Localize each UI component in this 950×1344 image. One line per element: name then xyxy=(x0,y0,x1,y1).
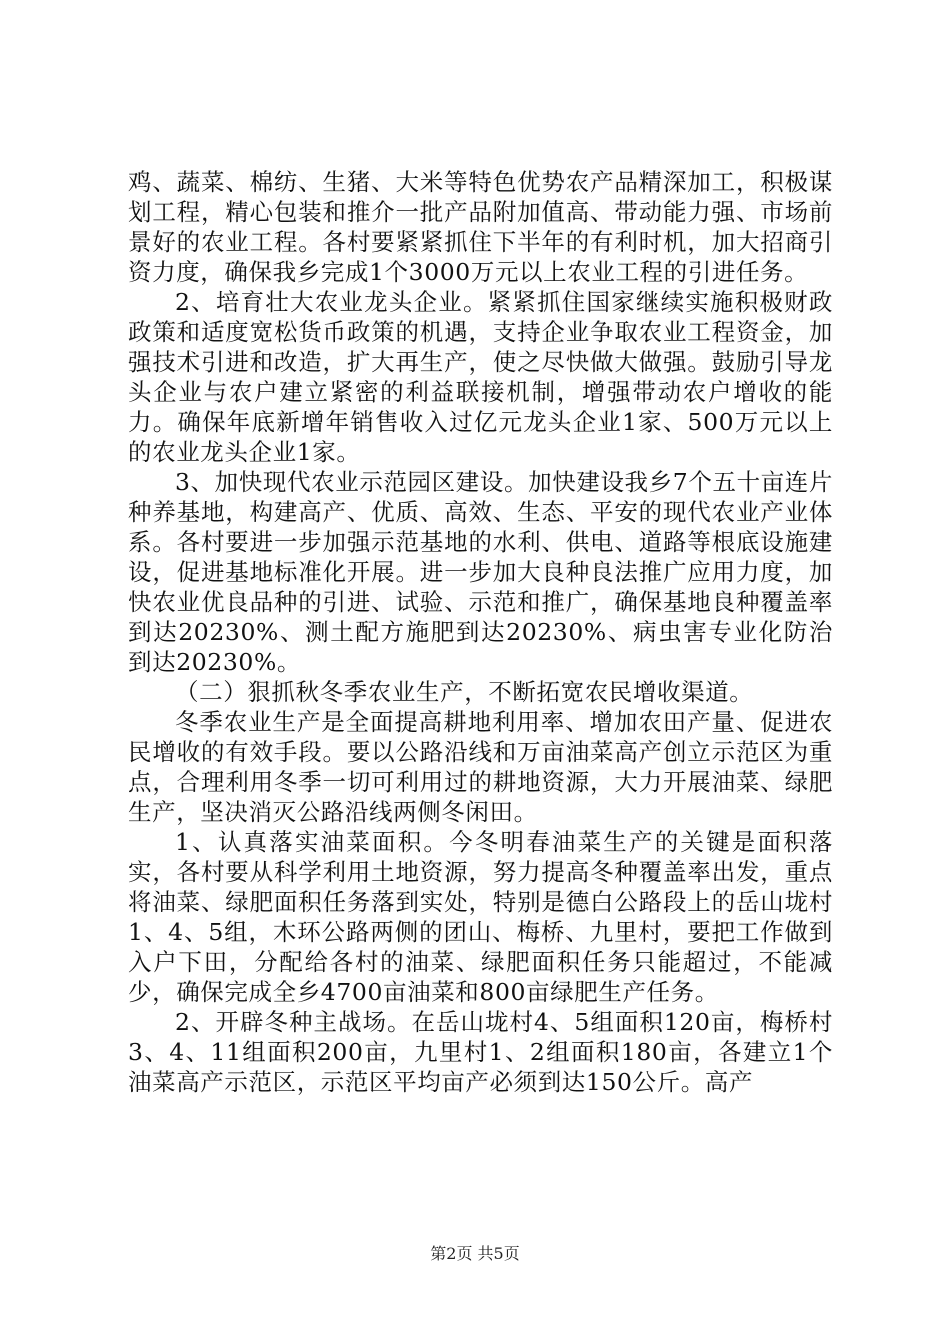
document-body xyxy=(128,167,833,1097)
paragraph-3: 3、加快现代农业示范园区建设。加快建设我乡7个五十亩连片种养基地，构建高产、优质、高效、生态、平安的现代农业产业体系。各村要进一步加强示范基地的水利、供电、道路等根底设施建设，促进基地标准化开展。进一步加大良种良法推广应用力度，加快农业优良品种的引进、试验、示范和推广，确保基地良种覆盖率到达20230%、测土配方施肥到达20230%、病虫害专业化防治到达20230%。 xyxy=(128,468,833,676)
paragraph-4: 冬季农业生产是全面提高耕地利用率、增加农田产量、促进农民增收的有效手段。要以公路沿线和万亩油菜高产创立示范区为重点，合理利用冬季一切可利用过的耕地资源，大力开展油菜、绿肥生产，坚决消灭公路沿线两侧冬闲田。 xyxy=(128,708,833,826)
paragraph-6: 2、开辟冬种主战场。在岳山垅村4、5组面积120亩，梅桥村3、4、11组面积200亩，九里村1、2组面积180亩，各建立1个油菜高产示范区，示范区平均亩产必须到达150公斤。高产 xyxy=(128,1008,833,1096)
paragraph-5: 1、认真落实油菜面积。今冬明春油菜生产的关键是面积落实，各村要从科学利用土地资源，努力提高冬种覆盖率出发，重点将油菜、绿肥面积任务落到实处，特别是德白公路段上的岳山垅村1、4、5组，木环公路两侧的团山、梅桥、九里村，要把工作做到入户下田，分配给各村的油菜、绿肥面积任务只能超过，不能减少，确保完成全乡4700亩油菜和800亩绿肥生产任务。 xyxy=(128,828,833,1006)
paragraph-1: 鸡、蔬菜、棉纺、生猪、大米等特色优势农产品精深加工，积极谋划工程，精心包装和推介一批产品附加值高、带动能力强、市场前景好的农业工程。各村要紧紧抓住下半年的有利时机，加大招商引资力度，确保我乡完成1个3000万元以上农业工程的引进任务。 xyxy=(128,168,833,286)
page-footer xyxy=(0,1244,950,1264)
paragraph-2: 2、培育壮大农业龙头企业。紧紧抓住国家继续实施积极财政政策和适度宽松货币政策的机遇，支持企业争取农业工程资金，加强技术引进和改造，扩大再生产，使之尽快做大做强。鼓励引导龙头企业与农户建立紧密的利益联接机制，增强带动农户增收的能力。确保年底新增年销售收入过亿元龙头企业1家、500万元以上的农业龙头企业1家。 xyxy=(128,288,833,466)
section-heading: （二）狠抓秋冬季农业生产，不断拓宽农民增收渠道。 xyxy=(175,678,754,706)
page-number-label: 第2页 共5页 xyxy=(430,1244,520,1263)
